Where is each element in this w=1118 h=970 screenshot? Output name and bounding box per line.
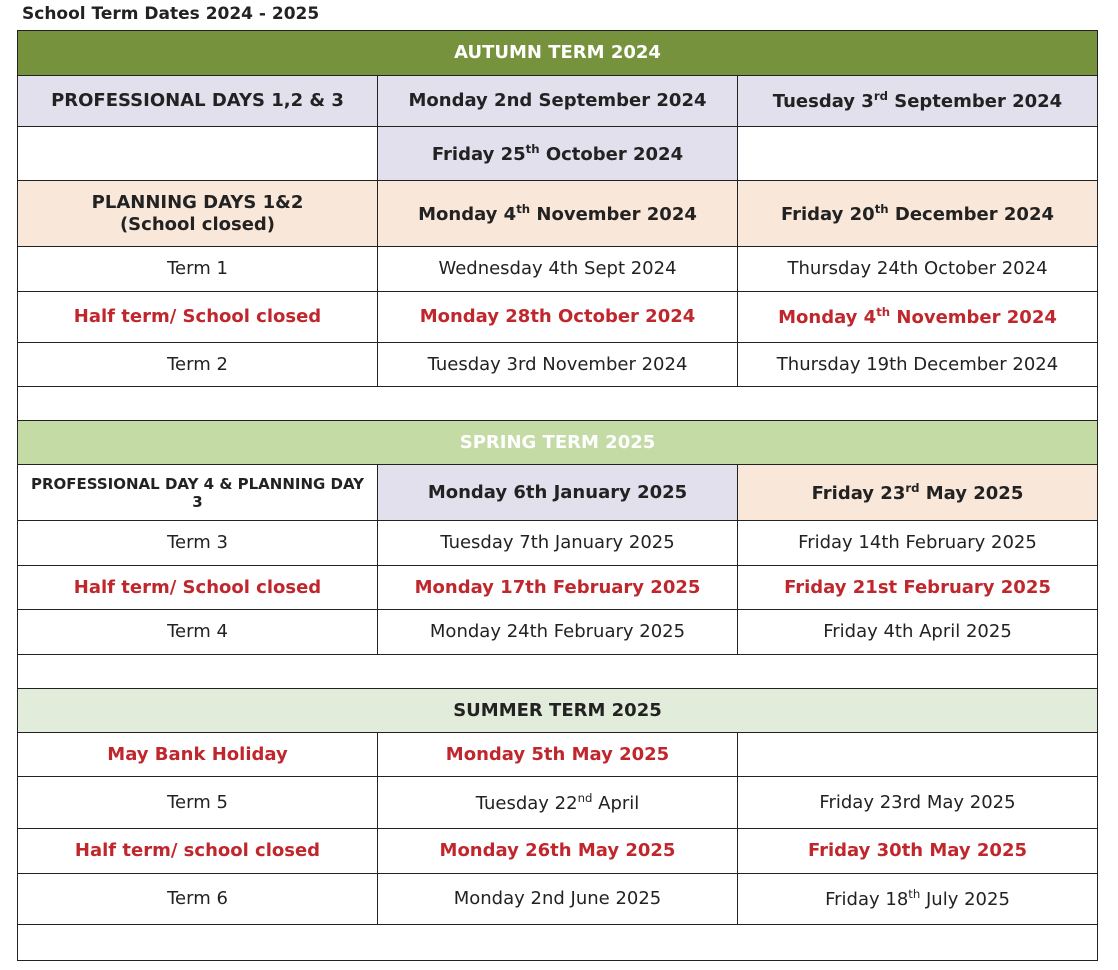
- spring-prof-date-1: Monday 6th January 2025: [378, 465, 738, 521]
- table-row: [18, 521, 1098, 566]
- table-row: [18, 777, 1098, 829]
- empty-cell: [18, 387, 1098, 421]
- summer-half-term-end: Friday 30th May 2025: [738, 829, 1098, 874]
- empty-cell: [18, 655, 1098, 689]
- term-2-end: Thursday 19th December 2024: [738, 343, 1098, 387]
- table-row: [18, 247, 1098, 292]
- term-5-end: Friday 23rd May 2025: [738, 777, 1098, 829]
- spring-half-term-end: Friday 21st February 2025: [738, 566, 1098, 610]
- autumn-planning-date-1: Monday 4th November 2024: [378, 181, 738, 247]
- term-4-end: Friday 4th April 2025: [738, 610, 1098, 655]
- table-row: [18, 292, 1098, 343]
- empty-cell: [738, 127, 1098, 181]
- term-5-start: Tuesday 22nd April: [378, 777, 738, 829]
- summer-half-term-label: Half term/ school closed: [18, 829, 378, 874]
- table-row: [18, 610, 1098, 655]
- spring-header: SPRING TERM 2025: [18, 421, 1098, 465]
- may-bank-holiday-label: May Bank Holiday: [18, 733, 378, 777]
- table-row: [18, 127, 1098, 181]
- table-row: [18, 874, 1098, 925]
- spring-prof-date-2: Friday 23rd May 2025: [738, 465, 1098, 521]
- table-row: [18, 76, 1098, 127]
- summer-header: SUMMER TERM 2025: [18, 689, 1098, 733]
- spring-half-term-label: Half term/ School closed: [18, 566, 378, 610]
- table-row: [18, 829, 1098, 874]
- autumn-prof-date-1: Monday 2nd September 2024: [378, 76, 738, 127]
- term-4-start: Monday 24th February 2025: [378, 610, 738, 655]
- autumn-header: AUTUMN TERM 2024: [18, 31, 1098, 76]
- table-row: [18, 343, 1098, 387]
- spacer-row: [18, 655, 1098, 689]
- autumn-planning-date-2: Friday 20th December 2024: [738, 181, 1098, 247]
- term-2-start: Tuesday 3rd November 2024: [378, 343, 738, 387]
- term-1-label: Term 1: [18, 247, 378, 292]
- term-1-end: Thursday 24th October 2024: [738, 247, 1098, 292]
- table-row: [18, 181, 1098, 247]
- term-6-start: Monday 2nd June 2025: [378, 874, 738, 925]
- term-6-label: Term 6: [18, 874, 378, 925]
- term-3-start: Tuesday 7th January 2025: [378, 521, 738, 566]
- autumn-prof-label: PROFESSIONAL DAYS 1,2 & 3: [18, 76, 378, 127]
- spring-prof-label: PROFESSIONAL DAY 4 & PLANNING DAY 3: [18, 465, 378, 521]
- spring-half-term-start: Monday 17th February 2025: [378, 566, 738, 610]
- table-row: [18, 566, 1098, 610]
- autumn-header-row: [18, 31, 1098, 76]
- summer-header-row: [18, 689, 1098, 733]
- empty-cell: [738, 733, 1098, 777]
- table-row: [18, 733, 1098, 777]
- term-5-label: Term 5: [18, 777, 378, 829]
- empty-cell: [18, 925, 1098, 961]
- autumn-half-term-end: Monday 4th November 2024: [738, 292, 1098, 343]
- term-3-end: Friday 14th February 2025: [738, 521, 1098, 566]
- may-bank-holiday-date: Monday 5th May 2025: [378, 733, 738, 777]
- table-row: [18, 465, 1098, 521]
- page-title: School Term Dates 2024 - 2025: [22, 4, 320, 24]
- autumn-prof-date-2: Tuesday 3rd September 2024: [738, 76, 1098, 127]
- spacer-row: [18, 925, 1098, 961]
- spring-header-row: [18, 421, 1098, 465]
- autumn-prof-date-3: Friday 25th October 2024: [378, 127, 738, 181]
- spacer-row: [18, 387, 1098, 421]
- term-dates-table: [17, 30, 1098, 961]
- empty-cell: [18, 127, 378, 181]
- term-4-label: Term 4: [18, 610, 378, 655]
- autumn-half-term-label: Half term/ School closed: [18, 292, 378, 343]
- autumn-planning-label: PLANNING DAYS 1&2 (School closed): [18, 181, 378, 247]
- autumn-half-term-start: Monday 28th October 2024: [378, 292, 738, 343]
- term-2-label: Term 2: [18, 343, 378, 387]
- term-3-label: Term 3: [18, 521, 378, 566]
- term-6-end: Friday 18th July 2025: [738, 874, 1098, 925]
- summer-half-term-start: Monday 26th May 2025: [378, 829, 738, 874]
- term-1-start: Wednesday 4th Sept 2024: [378, 247, 738, 292]
